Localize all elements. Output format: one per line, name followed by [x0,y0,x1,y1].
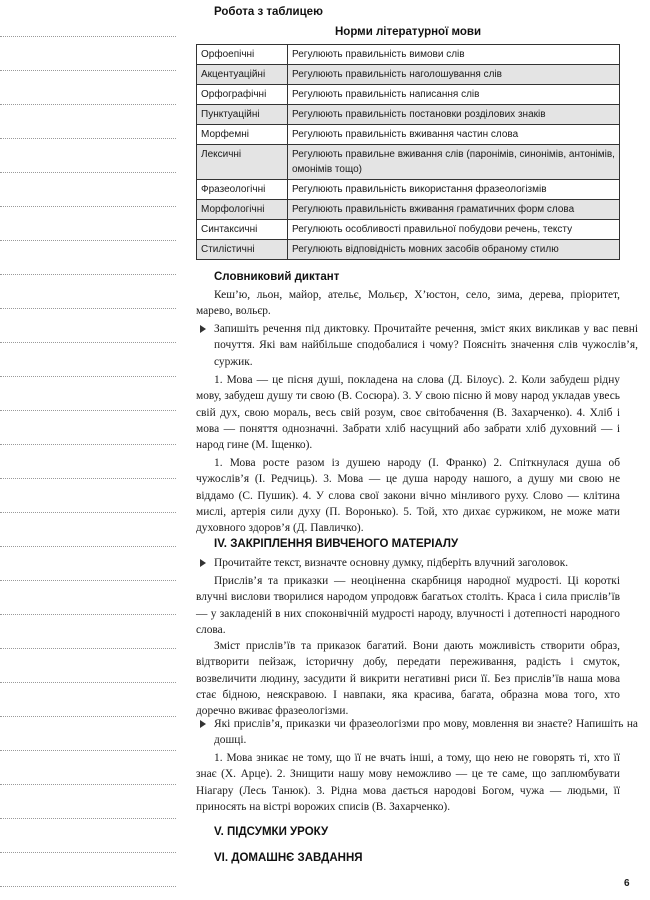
margin-dotted-line [0,886,176,887]
text-paragraph-2: Зміст прислів’їв та приказок багатий. Вони дають можливість створити образ, відтворити пейзаж, історичну добу, передати переживання, радість і смуток, возвеличити людину, засудити й викрити негативні риси її. Без прислів’їв наша мова стає бідною, неяскравою. І навпаки, яка красива, багата, образна мова того, хто доречно вживає фразеологізми. [196,640,620,718]
margin-dotted-line [0,240,176,241]
margin-dotted-line [0,206,176,207]
table-row [197,65,620,85]
table-row [197,180,620,200]
margin-dotted-line [0,716,176,717]
table-row [197,125,620,145]
margin-dotted-line [0,172,176,173]
table-row [197,105,620,125]
norm-description: Регулюють особливості правильної побудови речень, тексту [288,220,620,240]
quotes-group-3: 1. Мова зникає не тому, що її не вчать інші, а тому, що нею не говорять ті, хто її знає (Х. Арце). 2. Знищити нашу мову неможливо — це те саме, що заплюмбувати Ніагару (Лесь Танюк). 3. Рідна мова дається народові Богом, чужа — людьми, її приносять на вістрі ворожих списів (В. Захарченко). [196,752,620,813]
section-heading-summary: V. ПІДСУМКИ УРОКУ [214,826,329,838]
section-heading-table: Робота з таблицею [214,6,323,18]
task-read-text [196,555,638,571]
table-row [197,240,620,260]
section-heading-consolidation: IV. ЗАКРІПЛЕННЯ ВИВЧЕНОГО МАТЕРІАЛУ [214,538,459,550]
norm-description: Регулюють правильність вживання частин слова [288,125,620,145]
margin-dotted-line [0,444,176,445]
margin-dotted-line [0,376,176,377]
task-dictation [196,321,638,370]
dictation-words: Кеш’ю, льон, майор, ательє, Мольєр, Х’юстон, село, зима, дерева, пріоритет, марево, вольєр. [196,289,620,318]
norm-description: Регулюють правильність написання слів [288,85,620,105]
task-read-text-label: Прочитайте текст, визначте основну думку, підберіть влучний заголовок. [214,557,569,569]
margin-dotted-line [0,852,176,853]
margin-dotted-line [0,750,176,751]
norm-description: Регулюють правильність використання фразеологізмів [288,180,620,200]
norm-term: Орфоепічні [197,45,288,65]
norm-term: Пунктуаційні [197,105,288,125]
arrow-bullet-icon [200,325,206,333]
table-row [197,220,620,240]
task-proverbs-text: Які прислів’я, приказки чи фразеологізми про мову, мовлення ви знаєте? Напишіть на дошці. [214,718,638,747]
margin-dotted-line [0,784,176,785]
table-row [197,85,620,105]
margin-dotted-line [0,614,176,615]
margin-dotted-line [0,648,176,649]
note-margin [0,0,176,900]
margin-dotted-line [0,478,176,479]
margin-dotted-line [0,512,176,513]
margin-dotted-line [0,274,176,275]
norms-table [196,44,620,260]
margin-dotted-line [0,342,176,343]
norm-term: Синтаксичні [197,220,288,240]
dictation-heading: Словниковий диктант [214,271,340,283]
table-title: Норми літературної мови [334,26,482,38]
margin-dotted-line [0,36,176,37]
quotes-group-1: 1. Мова — це пісня душі, покладена на слова (Д. Білоус). 2. Коли забудеш рідну мову, забудеш душу ти свою (В. Сосюра). 3. У свою пісню й мову народ укладав увесь свій дух, свою мораль, весь свій розум, своє світобачення (В. Захарченко). 4. Хліб і мова — поняття однозначні. Забрати хліб насущний або забрати хліб духовний — і народ гине (М. Іщенко). [196,374,620,452]
norm-term: Стилістичні [197,240,288,260]
norm-term: Морфемні [197,125,288,145]
norm-description: Регулюють правильність вживання граматичних форм слова [288,200,620,220]
section-heading-homework: VI. ДОМАШНЄ ЗАВДАННЯ [214,852,363,864]
norm-description: Регулюють правильність постановки розділових знаків [288,105,620,125]
norm-term: Акцентуаційні [197,65,288,85]
margin-dotted-line [0,818,176,819]
norm-term: Орфографічні [197,85,288,105]
norm-description: Регулюють відповідність мовних засобів обраному стилю [288,240,620,260]
margin-dotted-line [0,682,176,683]
text-paragraph-1: Прислів’я та приказки — неоціненна скарбниця народної мудрості. Ці короткі влучні вислови творилися народом упродовж багатьох століть. Краса і сила прислів’їв — у закладеній в них споконвічній мудрості народу, влучності і дотепності народного слова. [196,575,620,636]
norm-term: Лексичні [197,145,288,180]
page-number: 6 [624,878,630,889]
task-proverbs [196,716,638,749]
norm-description: Регулюють правильність наголошування слів [288,65,620,85]
norm-term: Фразеологічні [197,180,288,200]
margin-dotted-line [0,546,176,547]
table-row [197,200,620,220]
margin-dotted-line [0,138,176,139]
arrow-bullet-icon [200,559,206,567]
table-row [197,45,620,65]
margin-dotted-line [0,308,176,309]
norm-description: Регулюють правильність вимови слів [288,45,620,65]
margin-dotted-line [0,580,176,581]
norm-term: Морфологічні [197,200,288,220]
margin-dotted-line [0,104,176,105]
margin-dotted-line [0,410,176,411]
task-dictation-text: Запишіть речення під диктовку. Прочитайте речення, зміст яких викликав у вас певні почуття. Які вам найбільше сподобалися і чому? Поясніть значення слів чужослів’я, суржик. [214,323,638,368]
arrow-bullet-icon [200,720,206,728]
quotes-group-2: 1. Мова росте разом із душею народу (І. Франко) 2. Спіткнулася душа об чужослів’я (І. Редчиць). 3. Мова — це душа народу нашого, а душу ми свою не віддамо (С. Пушик). 4. У слова свої закони вічно мінливого руху. Слово — клітина мислі, артерія сили духу (П. Воронько). 5. Той, хто дихає суржиком, не може мати духовного здоров’я (Д. Павличко). [196,457,620,535]
table-row [197,145,620,180]
margin-dotted-line [0,70,176,71]
norm-description: Регулюють правильне вживання слів (паронімів, синонімів, антонімів, омонімів тощо) [288,145,620,180]
